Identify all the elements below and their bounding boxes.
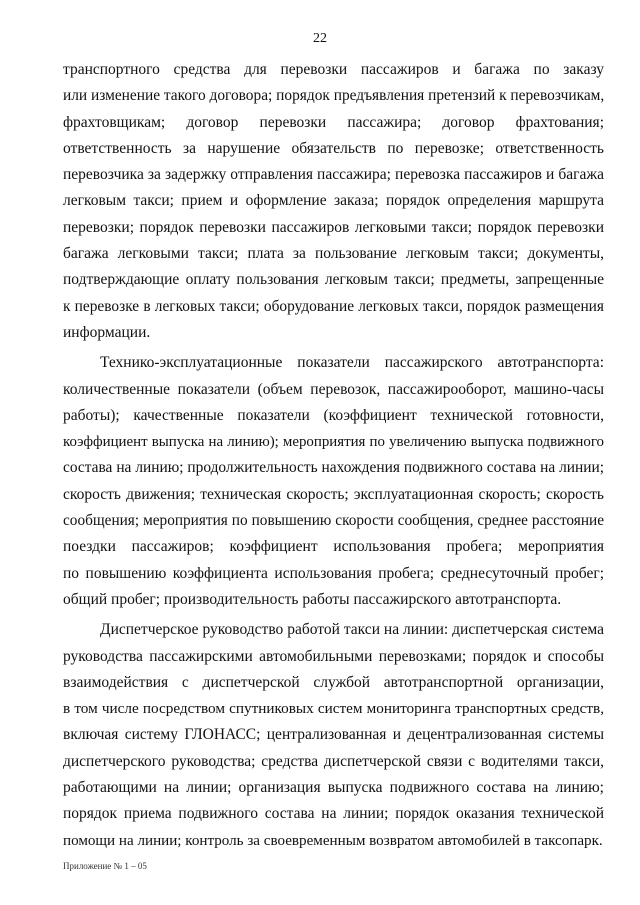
paragraph-line: информации. (63, 323, 151, 341)
paragraph-line: перевозки; порядок перевозки пассажиров легковыми такси; порядок перевозки (63, 218, 604, 236)
paragraph-line: коэффициент выпуска на линию); мероприятия по увеличению выпуска подвижного (63, 434, 604, 451)
page-footer: Приложение № 1 – 05 (63, 861, 147, 871)
paragraph-line: работы); качественные показатели (коэффициент технической готовности, (63, 406, 604, 424)
paragraph-line: Технико-эксплуатационные показатели пассажирского автотранспорта: (100, 354, 604, 372)
paragraph-line: легковым такси; прием и оформление заказа; порядок определения маршрута (63, 192, 604, 210)
paragraph-line: состава на линию; продолжительность нахождения подвижного состава на линии; (63, 459, 604, 477)
paragraph-line: или изменение такого договора; порядок предъявления претензий к перевозчикам, (63, 87, 605, 105)
paragraph-line: ответственность за нарушение обязательств по перевозке; ответственность (63, 139, 604, 157)
paragraph-line: багажа легковыми такси; плата за пользование легковым такси; документы, (63, 245, 604, 263)
page-number: 22 (313, 31, 327, 46)
paragraph-transport-contracts (63, 57, 604, 346)
paragraph-line: скорость движения; техническая скорость; эксплуатационная скорость; скорость (63, 485, 604, 503)
paragraph-line: руководства пассажирскими автомобильными перевозками; порядок и способы (63, 647, 604, 665)
paragraph-line: по повышению коэффициента использования пробега; среднесуточный пробег; (63, 564, 604, 582)
paragraph-line: поездки пассажиров; коэффициент использования пробега; мероприятия (63, 538, 604, 556)
paragraph-line: порядок приема подвижного состава на линии; порядок оказания технической (63, 805, 604, 823)
paragraph-line: помощи на линии; контроль за своевременным возвратом автомобилей в таксопарк. (63, 832, 603, 849)
document-body (63, 57, 604, 854)
paragraph-line: Диспетчерское руководство работой такси на линии: диспетчерская система (100, 621, 604, 639)
paragraph-line: количественные показатели (объем перевозок, пассажирооборот, машино-часы (63, 380, 604, 398)
paragraph-line: общий пробег; производительность работы пассажирского автотранспорта. (63, 590, 562, 608)
paragraph-line: диспетчерского руководства; средства диспетчерской связи с водителями такси, (63, 752, 604, 770)
paragraph-line: в том числе посредством спутниковых систем мониторинга транспортных средств, (63, 700, 604, 718)
paragraph-dispatch-management (63, 617, 604, 854)
paragraph-technical-indicators (63, 350, 604, 613)
paragraph-line: сообщения; мероприятия по повышению скорости сообщения, среднее расстояние (63, 512, 604, 530)
paragraph-line: перевозчика за задержку отправления пассажира; перевозка пассажиров и багажа (63, 166, 604, 184)
paragraph-line: подтверждающие оплату пользования легковым такси; предметы, запрещенные (63, 271, 604, 289)
paragraph-line: взаимодействия с диспетчерской службой автотранспортной организации, (63, 673, 604, 691)
paragraph-line: к перевозке в легковых такси; оборудование легковых такси, порядок размещения (63, 297, 604, 315)
paragraph-line: фрахтовщикам; договор перевозки пассажира; договор фрахтования; (63, 113, 604, 131)
paragraph-line: работающими на линии; организация выпуска подвижного состава на линию; (63, 779, 604, 797)
paragraph-line: транспортного средства для перевозки пассажиров и багажа по заказу (63, 61, 604, 78)
paragraph-line: включая систему ГЛОНАСС; централизованная и децентрализованная системы (63, 726, 604, 744)
